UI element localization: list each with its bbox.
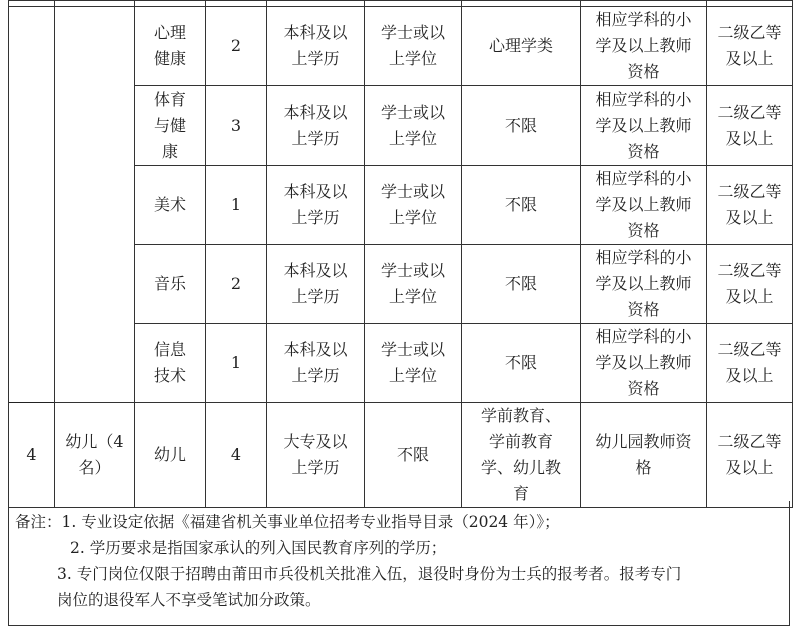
degree-cell <box>365 166 462 245</box>
certificate-text: 相应学科的小 学及以上教师 资格 <box>595 248 692 319</box>
certificate-text: 幼儿园教师资 格 <box>595 432 692 477</box>
count-text: 1 <box>230 353 242 372</box>
education-cell <box>267 324 365 403</box>
mandarin-cell <box>707 86 793 166</box>
table-row <box>9 7 793 86</box>
certificate-text: 相应学科的小 学及以上教师 资格 <box>595 10 692 81</box>
subject-text: 音乐 <box>153 274 186 293</box>
major-cell <box>462 245 581 324</box>
mandarin-text: 二级乙等 及以上 <box>717 102 782 148</box>
index-text: 4 <box>26 445 37 464</box>
major-text: 不限 <box>504 115 537 135</box>
certificate-cell <box>581 166 707 245</box>
education-text: 本科及以 上学历 <box>283 340 348 385</box>
count-text: 2 <box>230 274 242 293</box>
subject-cell <box>135 86 206 166</box>
degree-text: 学士或以 上学位 <box>380 182 445 227</box>
education-text: 本科及以 上学历 <box>283 182 348 227</box>
degree-cell <box>365 245 462 324</box>
education-text: 大专及以 上学历 <box>283 432 348 477</box>
count-text: 2 <box>230 36 242 55</box>
category-cell <box>55 7 135 403</box>
major-text: 学前教育、 学前教育 学、幼儿教 育 <box>480 406 561 503</box>
mandarin-cell <box>707 7 793 86</box>
education-cell <box>267 166 365 245</box>
subject-cell <box>135 245 206 324</box>
recruitment-table <box>8 0 793 508</box>
degree-cell <box>365 403 462 508</box>
notes-section <box>8 501 790 626</box>
certificate-text: 相应学科的小 学及以上教师 资格 <box>595 89 692 161</box>
index-cell <box>9 7 55 403</box>
note-line-3: 3. 专门岗位仅限于招聘由莆田市兵役机关批准入伍，退役时身份为士兵的报考者。报考专门 <box>57 565 682 583</box>
major-cell <box>462 403 581 508</box>
certificate-cell <box>581 324 707 403</box>
subject-cell <box>135 324 206 403</box>
count-cell <box>206 245 267 324</box>
count-text: 1 <box>230 195 242 214</box>
major-text: 不限 <box>504 353 537 372</box>
mandarin-cell <box>707 166 793 245</box>
table-row <box>9 403 793 508</box>
mandarin-text: 二级乙等 及以上 <box>717 182 782 227</box>
degree-cell <box>365 324 462 403</box>
count-cell <box>206 86 267 166</box>
education-cell <box>267 86 365 166</box>
category-cell <box>55 403 135 508</box>
education-cell <box>267 7 365 86</box>
education-cell <box>267 403 365 508</box>
mandarin-cell <box>707 403 793 508</box>
note-line-2: 2. 学历要求是指国家承认的列入国民教育序列的学历； <box>70 539 447 557</box>
mandarin-text: 二级乙等 及以上 <box>717 261 782 306</box>
degree-text: 学士或以 上学位 <box>380 23 445 68</box>
major-text: 不限 <box>504 274 537 293</box>
count-cell <box>206 166 267 245</box>
note-line-4: 岗位的退役军人不享受笔试加分政策。 <box>57 591 321 609</box>
education-cell <box>267 245 365 324</box>
education-text: 本科及以 上学历 <box>283 261 348 306</box>
index-cell <box>9 403 55 508</box>
certificate-cell <box>581 7 707 86</box>
major-cell <box>462 166 581 245</box>
mandarin-cell <box>707 324 793 403</box>
certificate-cell <box>581 245 707 324</box>
education-text: 本科及以 上学历 <box>283 102 348 148</box>
subject-text: 心理 健康 <box>153 23 186 68</box>
count-cell <box>206 403 267 508</box>
major-text: 不限 <box>504 195 537 214</box>
subject-cell <box>135 403 206 508</box>
subject-text: 幼儿 <box>153 445 186 464</box>
certificate-cell <box>581 403 707 508</box>
count-cell <box>206 7 267 86</box>
mandarin-text: 二级乙等 及以上 <box>717 23 782 68</box>
count-text: 3 <box>230 115 242 135</box>
subject-text: 体育 与健 康 <box>153 89 186 161</box>
major-cell <box>462 324 581 403</box>
count-text: 4 <box>230 445 242 464</box>
major-text: 心理学类 <box>488 36 553 55</box>
subject-text: 信息 技术 <box>153 340 186 385</box>
degree-text: 学士或以 上学位 <box>380 261 445 306</box>
degree-text: 学士或以 上学位 <box>380 340 445 385</box>
count-cell <box>206 324 267 403</box>
subject-text: 美术 <box>153 195 186 214</box>
note-line-1: 备注：1. 专业设定依据《福建省机关事业单位招考专业指导目录（2024 年）》； <box>15 513 560 531</box>
mandarin-text: 二级乙等 及以上 <box>717 432 782 477</box>
document-page <box>8 0 792 627</box>
mandarin-text: 二级乙等 及以上 <box>717 340 782 385</box>
subject-cell <box>135 166 206 245</box>
certificate-text: 相应学科的小 学及以上教师 资格 <box>595 327 692 398</box>
degree-text: 不限 <box>396 445 429 464</box>
major-cell <box>462 86 581 166</box>
subject-cell <box>135 7 206 86</box>
degree-text: 学士或以 上学位 <box>380 102 445 148</box>
certificate-cell <box>581 86 707 166</box>
mandarin-cell <box>707 245 793 324</box>
major-cell <box>462 7 581 86</box>
certificate-text: 相应学科的小 学及以上教师 资格 <box>595 169 692 240</box>
category-text: 幼儿（4 名） <box>65 432 124 477</box>
degree-cell <box>365 86 462 166</box>
degree-cell <box>365 7 462 86</box>
education-text: 本科及以 上学历 <box>283 23 348 68</box>
